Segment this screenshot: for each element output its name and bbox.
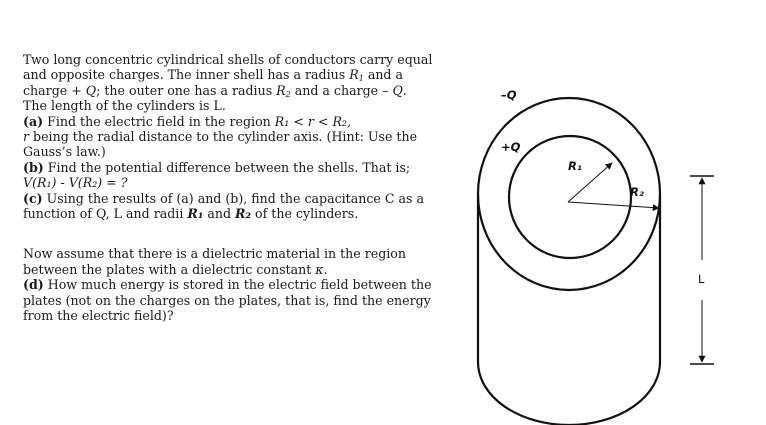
length-label: L xyxy=(698,272,705,286)
cylinder-figure xyxy=(470,60,750,425)
inner-shell xyxy=(509,136,631,258)
question-a: (a) Find the electric field in the region R₁ < r < R₂, r being the radial distance to the cylinder axis. (Hint: Use the Gauss’s law.) xyxy=(23,113,418,160)
problem-statement xyxy=(23,52,433,324)
paragraph-setup: Two long concentric cylindrical shells of conductors carry equal and opposite charges. The inner shell has a radius $R_1$ and a charge + Q; the outer one has a radius $R_2$ and a charge – Q. xyxy=(23,52,433,99)
r2-label: R₂ xyxy=(630,185,644,199)
cylinder-diagram xyxy=(470,60,750,425)
paragraph-dielectric: Now assume that there is a dielectric material in the region between the plates with a dielectric constant κ. (d) How much energy is stored in the electric field between the plates (not on the charges on the plates, that is, find the energy from the electric field)? xyxy=(23,246,432,324)
r2-arrow xyxy=(568,202,659,208)
inner-charge-label: +Q xyxy=(501,140,521,154)
cylinder-bottom-rim xyxy=(478,362,660,425)
outer-charge-label: –Q xyxy=(501,88,517,102)
paragraph-length: The length of the cylinders is L. xyxy=(23,98,226,114)
r1-label: R₁ xyxy=(568,159,582,173)
question-c: (c) Using the results of (a) and (b), find the capacitance C as a function of Q, L and radii R₁ and R₂ of the cylinders. xyxy=(23,190,424,222)
question-b: (b) Find the potential difference between the shells. That is; V(R₁) - V(R₂) = ? xyxy=(23,159,411,191)
